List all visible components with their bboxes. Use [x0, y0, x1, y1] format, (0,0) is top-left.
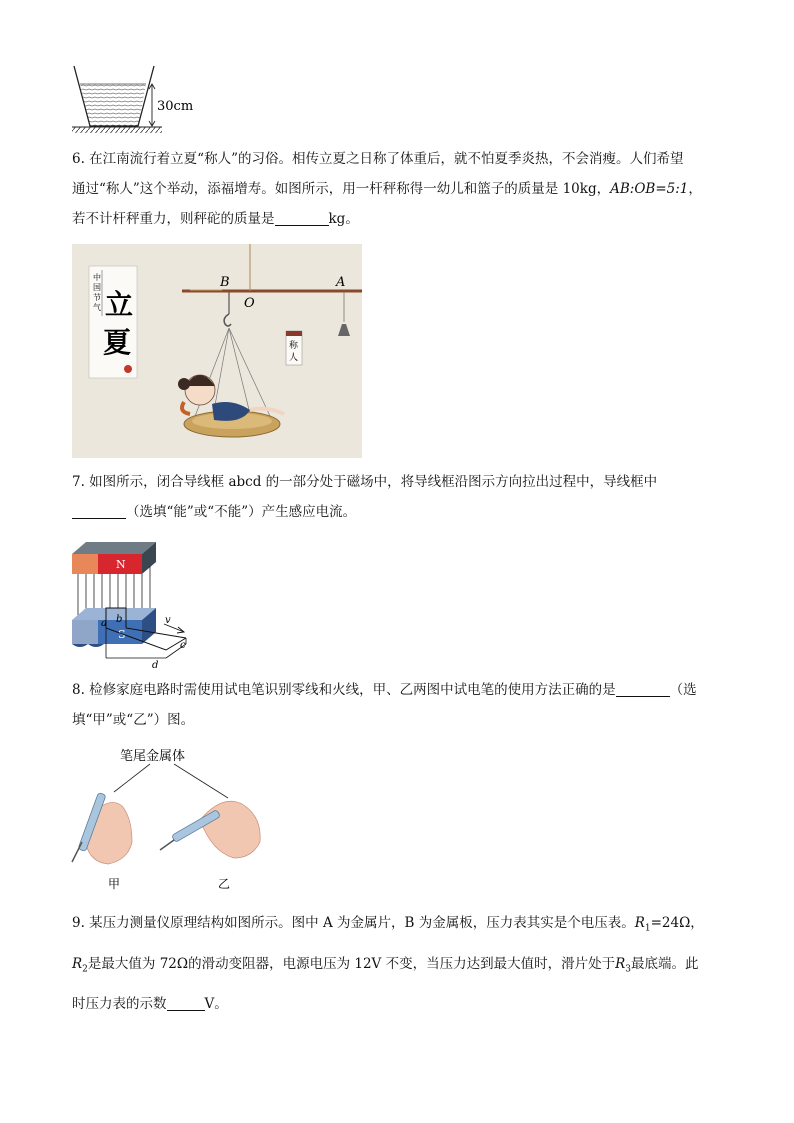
- q9-r1: R: [634, 915, 645, 931]
- card-title-3: 节: [93, 293, 101, 302]
- card-title-4: 气: [93, 303, 101, 312]
- question-7: [72, 467, 722, 527]
- lixia-figure: [72, 244, 362, 458]
- q8-line-2: 填“甲”或“乙”）图。: [72, 712, 195, 728]
- q7-line-1: 7. 如图所示，闭合导线框 abcd 的一部分处于磁场中，将导线框沿图示方向拉出过程中，导线框中: [72, 474, 658, 490]
- q6-line-3: [72, 204, 722, 234]
- q7-line-2: [72, 497, 722, 527]
- q9-r1-sub: 1: [644, 923, 651, 934]
- q6-line-3-post: kg。: [328, 211, 359, 227]
- container-figure: [68, 64, 198, 138]
- question-8: [72, 675, 722, 735]
- tag-char-2: 人: [289, 353, 299, 363]
- label-jia: 甲: [108, 877, 121, 891]
- question-6: [72, 144, 722, 234]
- q9-line-2-mid: 是最大值为 72Ω的滑动变阻器，电源电压为 12V 不变，当压力达到最大值时，滑片处于: [87, 955, 616, 972]
- q6-line-2-text: 通过“称人”这个举动，添福增寿。如图所示，用一杆秤称得一幼儿和篮子的质量是 10kg，: [72, 181, 611, 197]
- q9-r3: R: [615, 955, 626, 972]
- q8-answer-blank[interactable]: [616, 680, 670, 697]
- label-b: B: [220, 275, 230, 290]
- q6-line-3-pre: 若不计杆秤重力，则秤砣的质量是: [72, 211, 275, 227]
- tag-char-1: 称: [289, 341, 299, 351]
- card-title-1: 中: [93, 273, 101, 282]
- card-char-xia: 夏: [103, 326, 132, 359]
- q9-line-3: [72, 987, 722, 1022]
- label-b: b: [116, 614, 123, 625]
- q9-r3-sub: 3: [625, 964, 631, 975]
- pen-caption: 笔尾金属体: [120, 749, 186, 764]
- q8-line-1: [72, 675, 722, 705]
- q9-line-1-pre: 9. 某压力测量仪原理结构如图所示。图中 A 为金属片，B 为金属板，压力表其实是个电压表。: [72, 915, 635, 931]
- q6-ratio: AB:OB=5:1: [610, 181, 689, 197]
- label-n: N: [116, 558, 126, 571]
- q7-answer-blank[interactable]: [72, 502, 126, 519]
- label-s: S: [118, 628, 126, 641]
- q9-r2: R: [72, 955, 83, 972]
- magnet-figure: [70, 540, 200, 672]
- q8-line-1-pre: 8. 检修家庭电路时需使用试电笔识别零线和火线，甲、乙两图中试电笔的使用方法正确的是: [72, 682, 616, 698]
- label-v: v: [165, 615, 171, 626]
- q6-line-2-end: ，: [688, 181, 702, 197]
- q9-line-2: [72, 947, 722, 988]
- q9-line-3-pre: 时压力表的示数: [72, 996, 167, 1013]
- label-o: O: [244, 296, 255, 311]
- q9-answer-blank[interactable]: [167, 994, 205, 1011]
- card-char-li: 立: [105, 288, 134, 321]
- q9-r2-sub: 2: [82, 964, 88, 975]
- height-label: 30cm: [157, 99, 194, 114]
- q6-answer-blank[interactable]: [275, 209, 329, 226]
- card-title-2: 国: [93, 283, 101, 292]
- label-c: c: [180, 640, 186, 651]
- label-a: A: [336, 275, 346, 290]
- label-yi: 乙: [218, 877, 231, 891]
- test-pen-figure: [70, 742, 270, 892]
- q7-line-2-post: （选填“能”或“不能”）产生感应电流。: [126, 504, 357, 520]
- q8-line-1-post: （选: [669, 682, 697, 698]
- q6-line-1: 6. 在江南流行着立夏“称人”的习俗。相传立夏之日称了体重后，就不怕夏季炎热，不会消瘦。人们希望: [72, 151, 684, 167]
- q9-line-3-post: V。: [204, 996, 228, 1013]
- label-d: d: [152, 660, 159, 671]
- q9-line-1: [72, 906, 722, 947]
- question-9: [72, 906, 722, 1022]
- q9-line-2-end: 最底端。此: [630, 955, 699, 972]
- label-a: a: [101, 618, 107, 629]
- q6-line-2: [72, 174, 722, 204]
- q9-r1-val: =24Ω，: [650, 915, 704, 931]
